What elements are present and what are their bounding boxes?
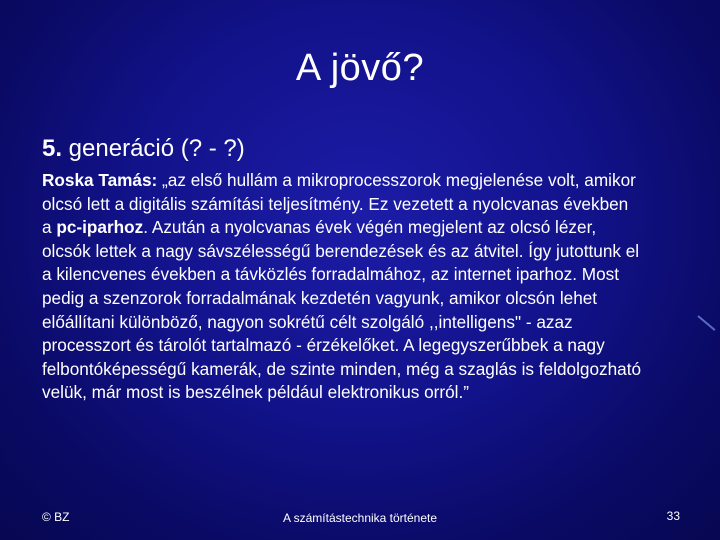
page-number: 33 <box>666 509 680 523</box>
decorative-line <box>697 315 715 331</box>
subtitle-text: generáció (? - ?) <box>62 135 245 162</box>
quote-text-part2: . Azután a nyolcvanas évek végén megjelent az olcsó lézer, olcsók lettek a nagy sávszélességű berendezések és az átvitel. Így jutottunk el a kilencvenes években a távközlés forradalmához, az internet iparhoz. Most pedig a szenzorok forradalmának kezdetén vagyunk, amikor olcsón lehet előállítani különböző, nagyon sokrétű célt szolgáló ,,intelligens" - azaz processzort és tárolót tartalmazó - érzékelőket. A legegyszerűbbek a nagy felbontóképességű kamerák, de szinte minden, még a szaglás is feldolgozható velük, már most is beszélnek például elektronikus orról.” <box>42 217 642 403</box>
slide-title: A jövő? <box>295 47 425 89</box>
subtitle-number: 5. <box>42 135 63 162</box>
quote-bold-term: pc-iparhoz <box>56 217 144 238</box>
quote-author: Roska Tamás: <box>42 170 158 190</box>
slide-subtitle <box>42 134 245 164</box>
footer-title: A számítástechnika története <box>282 511 438 525</box>
quote-text-part1: „az első hullám a mikroprocesszorok megjelenése volt, amikor olcsó lett a digitális számítási teljesítmény. Ez vezetett a nyolcvanas években a <box>42 170 636 238</box>
quote-paragraph <box>42 169 642 405</box>
footer-copyright: © BZ <box>42 510 70 524</box>
